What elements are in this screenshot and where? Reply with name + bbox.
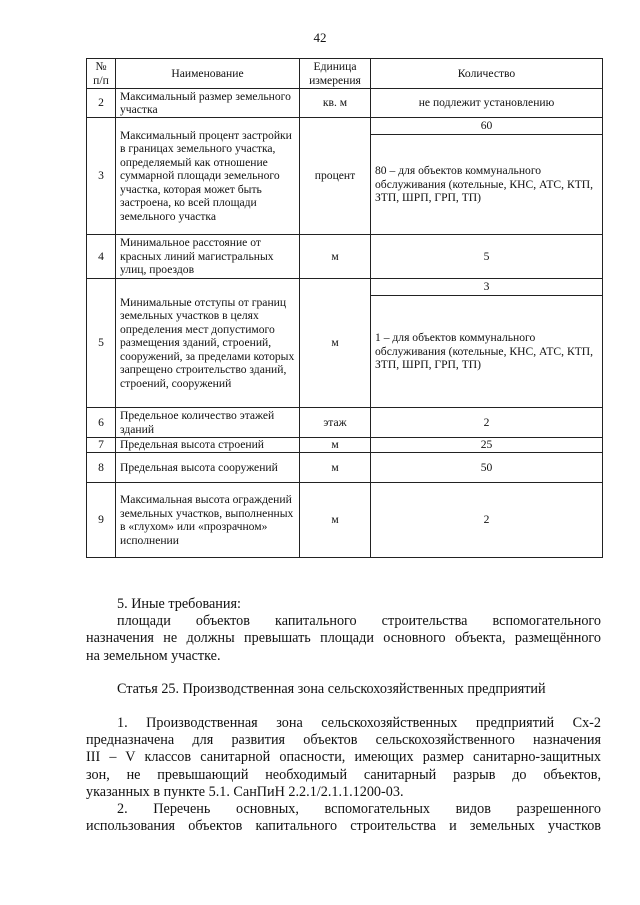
row-qty-general: 3 — [371, 279, 603, 296]
paragraph-line: использования объектов капитального строительства и земельных участков — [86, 818, 601, 835]
table-row — [87, 89, 603, 118]
header-unit: Единица измерения — [300, 59, 371, 89]
row-unit: м — [300, 438, 371, 453]
row-name: Предельное количество этажей зданий — [116, 408, 300, 438]
row-qty: не подлежит установлению — [371, 89, 603, 118]
article-title — [86, 681, 601, 698]
row-number: 3 — [87, 118, 116, 235]
paragraph-line: указанных в пункте 5.1. СанПиН 2.2.1/2.1.1.1200-03. — [86, 783, 404, 800]
row-number: 5 — [87, 279, 116, 408]
row-unit: м — [300, 235, 371, 279]
table-row — [87, 483, 603, 558]
row-unit: м — [300, 279, 371, 408]
other-requirements-block — [86, 596, 601, 665]
paragraph-line: площади объектов капитального строительства вспомогательного — [117, 613, 601, 630]
row-name: Максимальный процент застройки в границах земельного участка, определяемый как отношение суммарной площади земельного участка, которая может быть застроена, ко всей площади земельного участка — [116, 118, 300, 235]
row-unit: кв. м — [300, 89, 371, 118]
table-row — [87, 118, 603, 135]
article-paragraph-2 — [86, 801, 601, 835]
row-number: 4 — [87, 235, 116, 279]
row-name: Минимальное расстояние от красных линий магистральных улиц, проездов — [116, 235, 300, 279]
paragraph-line: на земельном участке. — [86, 647, 221, 664]
article-heading: Статья 25. Производственная зона сельскохозяйственных предприятий — [117, 681, 546, 697]
table-row — [87, 235, 603, 279]
row-unit: м — [300, 453, 371, 483]
row-number: 6 — [87, 408, 116, 438]
table-row — [87, 408, 603, 438]
paragraph-line: зон, не превышающий необходимый санитарный разрыв до объектов, — [86, 766, 601, 783]
table-row — [87, 279, 603, 296]
parameters-table — [86, 58, 603, 558]
row-name: Минимальные отступы от границ земельных участков в целях определения мест допустимого размещения зданий, строений, сооружений, за пределами которых запрещено строительство зданий, строений, сооружений — [116, 279, 300, 408]
row-number: 9 — [87, 483, 116, 558]
row-name: Максимальная высота ограждений земельных участков, выполненных в «глухом» или «прозрачном» исполнении — [116, 483, 300, 558]
header-name: Наименование — [116, 59, 300, 89]
row-name: Максимальный размер земельного участка — [116, 89, 300, 118]
row-qty: 5 — [371, 235, 603, 279]
row-unit: этаж — [300, 408, 371, 438]
header-qty: Количество — [371, 59, 603, 89]
paragraph-line: III – V классов санитарной опасности, имеющих размер санитарно-защитных — [86, 749, 601, 766]
row-number: 8 — [87, 453, 116, 483]
page-number: 42 — [313, 30, 327, 45]
article-paragraph-1 — [86, 715, 601, 801]
row-unit: процент — [300, 118, 371, 235]
paragraph-line: назначения не должны превышать площади основного объекта, размещённого — [86, 630, 601, 647]
paragraph-line: 2. Перечень основных, вспомогательных видов разрешенного — [117, 801, 601, 817]
row-qty-utilities: 1 – для объектов коммунального обслуживания (котельные, КНС, АТС, КТП, ЗТП, ШРП, ГРП, ТП) — [371, 296, 603, 408]
paragraph-line: 1. Производственная зона сельскохозяйственных предприятий Сх-2 — [117, 715, 601, 731]
row-number: 7 — [87, 438, 116, 453]
header-num: № п/п — [87, 59, 116, 89]
table-row — [87, 453, 603, 483]
row-number: 2 — [87, 89, 116, 118]
table-header-row — [87, 59, 603, 89]
row-qty-general: 60 — [371, 118, 603, 135]
table-row — [87, 438, 603, 453]
row-qty: 50 — [371, 453, 603, 483]
row-qty: 25 — [371, 438, 603, 453]
paragraph-line: предназначена для развития объектов сельскохозяйственного назначения — [86, 732, 601, 749]
row-qty-utilities: 80 – для объектов коммунального обслуживания (котельные, КНС, АТС, КТП, ЗТП, ШРП, ГРП, ТП) — [371, 135, 603, 235]
row-name: Предельная высота сооружений — [116, 453, 300, 483]
row-name: Предельная высота строений — [116, 438, 300, 453]
section-heading: 5. Иные требования: — [117, 596, 241, 612]
row-unit: м — [300, 483, 371, 558]
row-qty: 2 — [371, 408, 603, 438]
row-qty: 2 — [371, 483, 603, 558]
